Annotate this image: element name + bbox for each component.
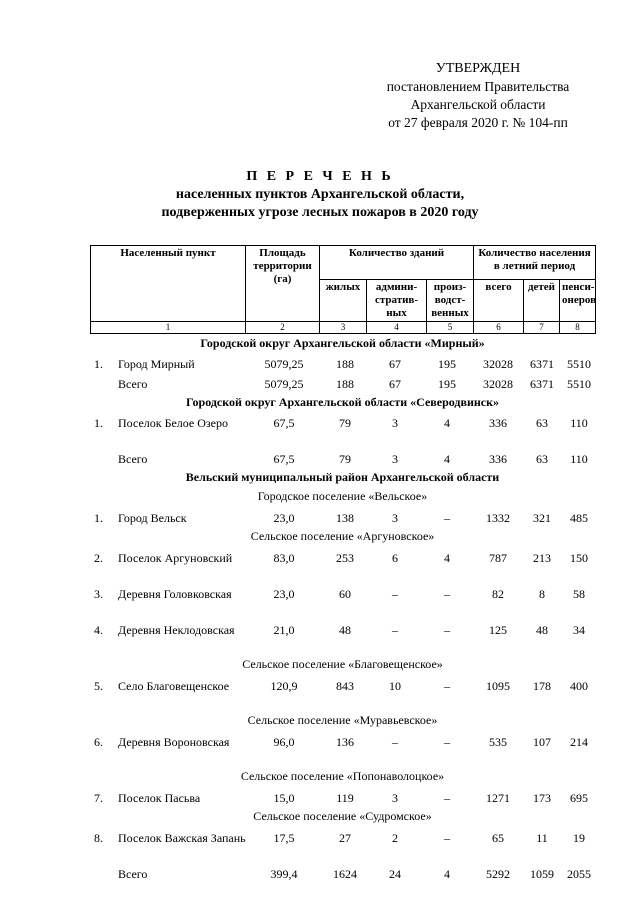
production-count: – [444,511,450,525]
section-heading: Городской округ Архангельской области «Северодвинск» [185,395,500,409]
column-number: 8 [560,322,596,334]
residential-count: 1624 [333,867,357,881]
approval-line-3: от 27 февраля 2020 г. № 104-пп [388,115,568,130]
column-number: 5 [427,322,474,334]
area-value: 23,0 [273,511,295,525]
table-row [90,677,595,713]
area-value: 120,9 [270,679,298,693]
children-count: 1059 [530,867,554,881]
residential-count: 188 [336,357,354,371]
row-number: 1. [94,511,103,525]
production-count: – [444,735,450,749]
subsection-heading: Сельское поселение «Благовещенское» [242,657,443,671]
header-buildings: Количество зданий [320,246,474,280]
row-number: 6. [94,735,103,749]
approval-line-2: Архангельской области [410,97,546,112]
row-number: 8. [94,831,103,845]
residential-count: 843 [336,679,354,693]
row-number: 5. [94,679,103,693]
table-row [90,733,595,769]
table-row [90,865,595,885]
table-row [90,621,595,657]
table-row [90,789,595,809]
document-title [0,168,640,222]
area-value: 23,0 [273,587,295,601]
pensioners-count: 19 [573,831,585,845]
area-value: 5079,25 [264,357,304,371]
production-count: – [444,791,450,805]
production-count: 195 [438,377,456,391]
population-total: 32028 [483,377,513,391]
area-value: 67,5 [273,452,295,466]
production-count: 195 [438,357,456,371]
header-children: детей [524,280,560,322]
subsection-heading: Городское поселение «Вельское» [257,489,428,503]
column-number: 7 [524,322,560,334]
children-count: 107 [533,735,551,749]
residential-count: 48 [339,623,351,637]
children-count: 178 [533,679,551,693]
administrative-count: 3 [392,511,398,525]
header-residential: жилых [320,280,367,322]
population-total: 1271 [486,791,510,805]
approval-title: УТВЕРЖДЕН [435,61,521,76]
pensioners-count: 5510 [567,357,591,371]
children-count: 11 [536,831,548,845]
production-count: 4 [444,551,450,565]
children-count: 321 [533,511,551,525]
settlement-name: Поселок Белое Озеро [118,416,228,430]
settlement-name: Всего [118,377,148,391]
residential-count: 79 [339,416,351,430]
residential-count: 119 [336,791,354,805]
row-number: 2. [94,551,103,565]
title-line-1: П Е Р Е Ч Е Н Ь [246,169,394,184]
section-heading: Городской округ Архангельской области «Мирный» [200,336,485,350]
approval-block [358,60,598,132]
children-count: 173 [533,791,551,805]
area-value: 5079,25 [264,377,304,391]
children-count: 63 [536,452,548,466]
administrative-count: 3 [392,791,398,805]
settlement-name: Поселок Важская Запань [118,831,246,845]
area-value: 96,0 [273,735,295,749]
residential-count: 253 [336,551,354,565]
administrative-count: – [392,587,398,601]
pensioners-count: 5510 [567,377,591,391]
administrative-count: – [392,623,398,637]
pensioners-count: 214 [570,735,588,749]
administrative-count: – [392,735,398,749]
population-total: 5292 [486,867,510,881]
table-row [90,829,595,865]
population-total: 1332 [486,511,510,525]
area-value: 67,5 [273,416,295,430]
production-count: 4 [444,867,450,881]
settlement-name: Поселок Аргуновский [118,551,233,565]
children-count: 213 [533,551,551,565]
production-count: 4 [444,452,450,466]
residential-count: 60 [339,587,351,601]
area-value: 15,0 [273,791,295,805]
settlement-name: Город Вельск [118,511,187,525]
pensioners-count: 58 [573,587,585,601]
residential-count: 188 [336,377,354,391]
population-total: 535 [489,735,507,749]
settlement-name: Город Мирный [118,357,195,371]
settlement-name: Деревня Головковская [118,587,232,601]
residential-count: 79 [339,452,351,466]
pensioners-count: 110 [570,416,588,430]
population-total: 65 [492,831,504,845]
administrative-count: 3 [392,416,398,430]
population-total: 336 [489,416,507,430]
pensioners-count: 485 [570,511,588,525]
column-number: 2 [246,322,320,334]
table-row [90,549,595,585]
header-settlement: Населенный пункт [91,246,246,322]
section-heading: Вельский муниципальный район Архангельской области [185,470,500,484]
population-total: 125 [489,623,507,637]
header-population: Количество населения в летний период [474,246,596,280]
settlement-name: Всего [118,867,148,881]
settlement-name: Всего [118,452,148,466]
column-number: 6 [474,322,524,334]
settlement-name: Деревня Вороновская [118,735,230,749]
header-area: Площадь территории (га) [246,246,320,322]
children-count: 48 [536,623,548,637]
row-number: 4. [94,623,103,637]
production-count: – [444,623,450,637]
settlement-name: Поселок Пасьва [118,791,201,805]
table-row [90,375,595,395]
area-value: 83,0 [273,551,295,565]
title-line-3: подверженных угрозе лесных пожаров в 2020 году [161,205,479,220]
pensioners-count: 2055 [567,867,591,881]
header-administrative: админи-стратив-ных [367,280,427,322]
table-header [90,245,596,334]
population-total: 32028 [483,357,513,371]
population-total: 1095 [486,679,510,693]
children-count: 6371 [530,357,554,371]
production-count: – [444,831,450,845]
table-row [90,450,595,470]
residential-count: 136 [336,735,354,749]
production-count: – [444,587,450,601]
table-row [90,509,595,529]
table-row [90,414,595,450]
header-production: произ-водст-венных [427,280,474,322]
administrative-count: 3 [392,452,398,466]
subsection-heading: Сельское поселение «Муравьевское» [247,713,438,727]
row-number: 1. [94,357,103,371]
residential-count: 138 [336,511,354,525]
area-value: 21,0 [273,623,295,637]
population-total: 787 [489,551,507,565]
population-total: 336 [489,452,507,466]
column-number: 3 [320,322,367,334]
children-count: 6371 [530,377,554,391]
table-body [90,336,595,885]
residential-count: 27 [339,831,351,845]
pensioners-count: 695 [570,791,588,805]
table-row [90,585,595,621]
children-count: 8 [539,587,545,601]
settlement-name: Деревня Неклодовская [118,623,235,637]
area-value: 17,5 [273,831,295,845]
administrative-count: 10 [389,679,401,693]
subsection-heading: Сельское поселение «Аргуновское» [250,529,435,543]
administrative-count: 6 [392,551,398,565]
administrative-count: 2 [392,831,398,845]
subsection-heading: Сельское поселение «Попонаволоцкое» [240,769,445,783]
pensioners-count: 110 [570,452,588,466]
row-number: 1. [94,416,103,430]
production-count: – [444,679,450,693]
administrative-count: 67 [389,377,401,391]
settlement-name: Село Благовещенское [118,679,230,693]
title-line-2: населенных пунктов Архангельской области, [175,187,465,202]
administrative-count: 67 [389,357,401,371]
administrative-count: 24 [389,867,401,881]
children-count: 63 [536,416,548,430]
area-value: 399,4 [270,867,298,881]
table-row [90,355,595,375]
pensioners-count: 400 [570,679,588,693]
production-count: 4 [444,416,450,430]
row-number: 7. [94,791,103,805]
column-number: 4 [367,322,427,334]
approval-line-1: постановлением Правительства [386,79,570,94]
header-total: всего [474,280,524,322]
subsection-heading: Сельское поселение «Судромское» [253,809,432,823]
population-total: 82 [492,587,504,601]
pensioners-count: 34 [573,623,585,637]
header-pensioners: пенси-онеров [560,280,596,322]
column-number: 1 [91,322,246,334]
row-number: 3. [94,587,103,601]
pensioners-count: 150 [570,551,588,565]
